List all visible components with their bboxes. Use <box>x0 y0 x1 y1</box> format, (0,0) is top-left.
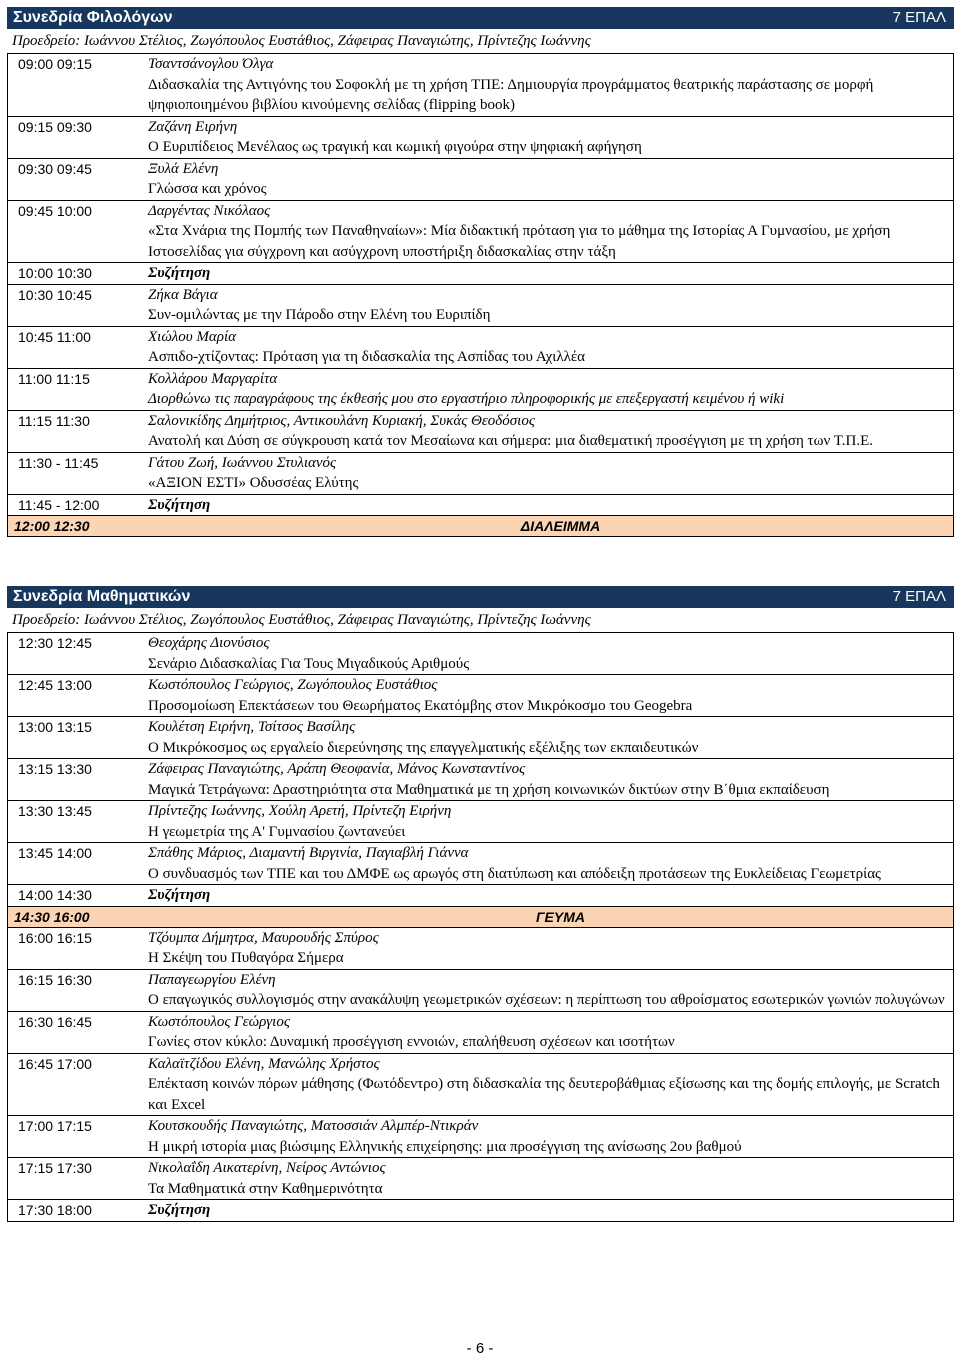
schedule-row <box>8 675 953 717</box>
presenters: Κουτσκουδής Παναγιώτης, Ματοσσιάν Αλμπέρ-Ντικράν <box>148 1118 479 1134</box>
presenters: Καλαϊτζίδου Ελένη, Μανώλης Χρήστος <box>148 1055 380 1072</box>
presentation-content <box>148 54 953 116</box>
presentation-title: Ο Μικρόκοσμος ως εργαλείο διερεύνησης της επαγγελματικής εξέλιξης των εκπαιδευτικών <box>148 739 699 756</box>
schedule-row <box>8 1158 953 1200</box>
presenters: Σπάθης Μάριος, Διαμαντή Βιργινία, Παγιαβλή Γιάννα <box>148 845 469 861</box>
presentation-title: Η γεωμετρία της Α' Γυμνασίου ζωντανεύει <box>148 823 406 840</box>
presenters: Γάτου Ζωή, Ιωάννου Στυλιανός <box>148 454 337 471</box>
time-slot: 11:45 - 12:00 <box>18 496 100 513</box>
presenters: Πρίντεζης Ιωάννης, Χούλη Αρετή, Πρίντεζη Ειρήνη <box>148 803 452 819</box>
presentation-title: Σενάριο Διδασκαλίας Για Τους Μιγαδικούς Αριθμούς <box>148 655 470 672</box>
time-slot: 13:45 14:00 <box>18 845 92 861</box>
presentation-title: Ασπιδο-χτίζοντας: Πρόταση για τη διδασκαλία της Ασπίδας του Αχιλλέα <box>148 349 586 365</box>
time-slot: 09:30 09:45 <box>18 160 92 177</box>
presentation-content <box>148 1158 953 1199</box>
time-slot: 09:15 09:30 <box>18 118 92 135</box>
schedule-row <box>8 928 953 970</box>
presentation-content <box>148 843 953 884</box>
time-slot: 16:45 17:00 <box>18 1055 92 1072</box>
presenters: Τζόυμπα Δήμητρα, Μαυρουδής Σπύρος <box>148 929 379 946</box>
time-slot: 11:30 - 11:45 <box>18 454 99 471</box>
presentation-title: Η μικρή ιστορία μιας βιώσιμης Ελληνικής επιχείρησης: μια προσέγγιση της ανίσωσης 2ου βαθμού <box>148 1138 742 1155</box>
presentation-content <box>148 928 953 969</box>
presentation-content <box>148 495 953 516</box>
math-session <box>7 586 954 1222</box>
schedule-table <box>7 53 954 537</box>
schedule-row <box>8 1200 953 1221</box>
schedule-row <box>8 633 953 675</box>
time-slot: 16:00 16:15 <box>18 929 92 946</box>
presentation-content <box>148 285 953 326</box>
time-slot: 09:00 09:15 <box>18 56 92 72</box>
discussion-label: Συζήτηση <box>148 496 211 513</box>
presentation-title: Διορθώνω τις παραγράφους της έκθεσής μου στο εργαστήριο πληροφορικής με επεξεργαστή κειμένου ή wiki <box>148 391 785 407</box>
session-chair: Προεδρείο: Ιωάννου Στέλιος, Ζωγόπουλος Ευστάθιος, Ζάφειρας Παναγιώτης, Πρίντεζης Ιωάννης <box>12 612 591 628</box>
presentation-title: Γωνίες στον κύκλο: Δυναμική προσέγγιση εννοιών, επαλήθευση σχέσεων και ισοτήτων <box>148 1034 675 1050</box>
schedule-row <box>8 159 953 201</box>
schedule-row <box>8 263 953 285</box>
presentation-title: Ο συνδυασμός των ΤΠΕ και του ΔΜΦΕ ως αρωγός στη διατύπωση και απόδειξη προτάσεων της Ευκλείδειας Γεωμετρίας <box>148 865 882 882</box>
discussion-label: Συζήτηση <box>148 887 211 903</box>
schedule-row <box>8 843 953 885</box>
schedule-row <box>8 717 953 759</box>
schedule-row <box>8 495 953 517</box>
schedule-row <box>8 453 953 495</box>
time-slot: 11:00 11:15 <box>18 370 90 387</box>
session-title: Συνεδρία Μαθηματικών <box>13 588 191 605</box>
time-slot: 17:30 18:00 <box>18 1202 92 1218</box>
time-slot: 12:30 12:45 <box>18 635 92 651</box>
schedule-row <box>8 201 953 264</box>
time-slot: 13:00 13:15 <box>18 719 92 735</box>
presentation-title: Η Σκέψη του Πυθαγόρα Σήμερα <box>148 950 344 966</box>
presentation-title: Συν-ομιλώντας με την Πάροδο στην Ελένη του Ευριπίδη <box>148 307 491 323</box>
presentation-title: Προσομοίωση Επεκτάσεων του Θεωρήματος Εκατόμβης στον Μικρόκοσμο του Geogebra <box>148 697 693 714</box>
break-time: 12:00 12:30 <box>14 518 90 534</box>
schedule-row <box>8 411 953 453</box>
session-header <box>7 7 954 29</box>
presenters: Κολλάρου Μαργαρίτα <box>148 370 278 387</box>
presentation-content <box>148 885 953 906</box>
presentation-title: Ο επαγωγικός συλλογισμός στην ανακάλυψη γεωμετρικών σχέσεων: η περίπτωση του αθροίσματος εσωτερικών γωνιών πολυγώνων <box>148 992 945 1008</box>
presenters: Θεοχάρης Διονύσιος <box>148 635 270 651</box>
schedule-row <box>8 970 953 1012</box>
time-slot: 13:30 13:45 <box>18 803 92 819</box>
schedule-row <box>8 285 953 327</box>
presentation-content <box>148 801 953 842</box>
presentation-content <box>148 453 953 494</box>
presenters: Κωστόπουλος Γεώργιος <box>148 1013 290 1030</box>
presentation-content <box>148 759 953 800</box>
presentation-content <box>148 970 953 1011</box>
presenters: Σαλονικίδης Δημήτριος, Αντικουλάνη Κυριακή, Συκάς Θεοδόσιος <box>148 412 535 429</box>
presentation-title: Επέκταση κοινών πόρων μάθησης (Φωτόδεντρο) στη διδασκαλία της δευτεροβάθμιας εξίσωσης και της δομής επιλογής, με Scratch και Excel <box>148 1076 940 1113</box>
presentation-content <box>148 327 953 368</box>
presentation-content <box>148 159 953 200</box>
presenters: Ζήκα Βάγια <box>148 286 218 303</box>
presentation-content <box>148 117 953 158</box>
presentation-title: «ΑΞΙΟΝ ΕΣΤΙ» Οδυσσέας Ελύτης <box>148 475 359 491</box>
schedule-row <box>8 1116 953 1158</box>
time-slot: 17:00 17:15 <box>18 1118 92 1134</box>
time-slot: 10:45 11:00 <box>18 328 91 345</box>
time-slot: 16:15 16:30 <box>18 971 92 988</box>
schedule-row <box>8 117 953 159</box>
presenters: Παπαγεωργίου Ελένη <box>148 971 276 988</box>
time-slot: 13:15 13:30 <box>18 761 92 777</box>
presentation-content <box>148 1012 953 1053</box>
presenters: Τσαντσάνογλου Όλγα <box>148 56 274 72</box>
session-school: 7 ΕΠΑΛ <box>892 9 946 26</box>
time-slot: 16:30 16:45 <box>18 1013 92 1030</box>
schedule-row <box>8 885 953 907</box>
presentation-content <box>148 201 953 263</box>
presentation-title: Διδασκαλία της Αντιγόνης του Σοφοκλή με τη χρήση ΤΠΕ: Δημιουργία προγράμματος θεατρικής παράστασης σε μορφή ψηφιοποιημένου βιβλίου κινούμενης σελίδας (flipping book) <box>148 76 874 113</box>
presentation-title: Ανατολή και Δύση σε σύγκρουση κατά τον Μεσαίωνα και σήμερα: μια διαθεματική προσέγγιση με τη χρήση των Τ.Π.Ε. <box>148 433 874 449</box>
schedule-row <box>8 801 953 843</box>
time-slot: 09:45 10:00 <box>18 202 92 219</box>
presentation-title: «Στα Χνάρια της Πομπής των Παναθηναίων»: Μία διδακτική πρόταση για το μάθημα της Ιστορίας Α Γυμνασίου, με χρήση Ιστοσελίδας για σύγχρονη και ασύγχρονη υποστήριξη διδασκαλίας στην τάξη <box>148 223 891 260</box>
schedule-row <box>8 54 953 117</box>
schedule-row <box>8 759 953 801</box>
schedule-table <box>7 632 954 1222</box>
break-label: ΓΕΥΜΑ <box>536 908 585 925</box>
session-title: Συνεδρία Φιλολόγων <box>13 9 173 26</box>
presentation-content <box>148 411 953 452</box>
presentation-content <box>148 369 953 410</box>
time-slot: 10:00 10:30 <box>18 265 92 281</box>
presentation-title: Τα Μαθηματικά στην Καθημερινότητα <box>148 1180 383 1197</box>
schedule-row <box>8 369 953 411</box>
presenters: Κουλέτση Ειρήνη, Τσίτσος Βασίλης <box>148 719 356 735</box>
presentation-title: Μαγικά Τετράγωνα: Δραστηριότητα στα Μαθηματικά με τη χρήση κοινωνικών δικτύων στην Β΄θμια εκπαίδευση <box>148 781 830 798</box>
presenters: Κωστόπουλος Γεώργιος, Ζωγόπουλος Ευστάθιος <box>148 677 438 693</box>
presentation-content <box>148 1116 953 1157</box>
presentation-content <box>148 263 953 284</box>
time-slot: 11:15 11:30 <box>18 412 90 429</box>
session-header <box>7 586 954 608</box>
break-time: 14:30 16:00 <box>14 908 90 925</box>
presentation-content <box>148 1200 953 1221</box>
presentation-title: Ο Ευριπίδειος Μενέλαος ως τραγική και κωμική φιγούρα στην ψηφιακή αφήγηση <box>148 139 642 155</box>
presentation-content <box>148 1054 953 1116</box>
presentation-content <box>148 717 953 758</box>
presenters: Χιώλου Μαρία <box>148 328 237 345</box>
presentation-content <box>148 675 953 716</box>
break-label: ΔΙΑΛΕΙΜΜΑ <box>520 518 601 534</box>
session-chair: Προεδρείο: Ιωάννου Στέλιος, Ζωγόπουλος Ευστάθιος, Ζάφειρας Παναγιώτης, Πρίντεζης Ιωάννης <box>12 33 591 49</box>
presenters: Ξυλά Ελένη <box>148 160 219 177</box>
schedule-row <box>8 1012 953 1054</box>
presenters: Ζαζάνη Ειρήνη <box>148 118 238 135</box>
discussion-label: Συζήτηση <box>148 265 211 281</box>
presenters: Νικολαΐδη Αικατερίνη, Νείρος Αντώνιος <box>148 1160 386 1176</box>
time-slot: 14:00 14:30 <box>18 887 92 903</box>
schedule-row <box>8 327 953 369</box>
presentation-title: Γλώσσα και χρόνος <box>148 181 267 197</box>
time-slot: 17:15 17:30 <box>18 1160 92 1176</box>
philology-session <box>7 7 954 537</box>
page-number: - 6 - <box>466 1340 494 1357</box>
discussion-label: Συζήτηση <box>148 1202 211 1218</box>
session-school: 7 ΕΠΑΛ <box>892 588 946 605</box>
presentation-content <box>148 633 953 674</box>
time-slot: 12:45 13:00 <box>18 677 92 693</box>
presenters: Ζάφειρας Παναγιώτης, Αράπη Θεοφανία, Μάνος Κωνσταντίνος <box>148 761 526 777</box>
break-row <box>8 516 953 536</box>
schedule-row <box>8 1054 953 1117</box>
break-row <box>8 907 953 928</box>
time-slot: 10:30 10:45 <box>18 286 92 303</box>
presenters: Δαργέντας Νικόλαος <box>148 202 271 219</box>
